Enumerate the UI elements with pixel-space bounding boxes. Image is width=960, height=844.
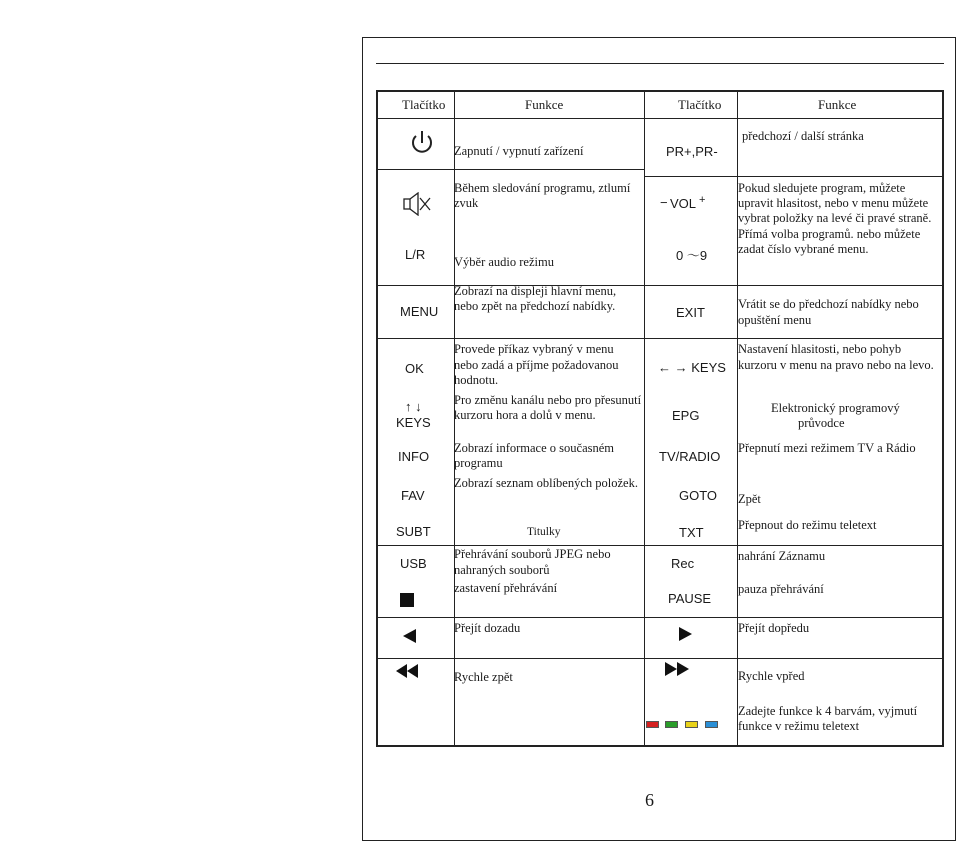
info-description-line-2: programu — [454, 456, 503, 470]
info-key: INFO — [398, 449, 430, 464]
subt-key: SUBT — [396, 524, 431, 539]
info-description-line-1: Zobrazí informace o současném — [454, 441, 615, 455]
up-down-key: KEYS — [396, 415, 431, 430]
lr-description: Výběr audio režimu — [454, 255, 554, 269]
blue-color-key — [705, 721, 718, 728]
back-icon — [403, 629, 417, 643]
row-divider — [378, 169, 645, 170]
column-divider — [644, 92, 645, 745]
number-description-line-2: zadat číslo vybrané menu. — [738, 242, 869, 256]
power-icon — [410, 130, 434, 156]
header-button-col-2: Tlačítko — [678, 97, 722, 112]
color-keys-description-line-1: Zadejte funkce k 4 barvám, vyjmutí — [738, 704, 918, 718]
pause-key: PAUSE — [668, 591, 712, 606]
vol-description-line-3: vybrat položky na levé či pravé straně. — [738, 211, 932, 225]
stop-description: zastavení přehrávání — [454, 581, 558, 595]
page-number: 6 — [645, 790, 654, 810]
rewind-description: Rychle zpět — [454, 670, 513, 684]
vol-plus-icon: + — [699, 194, 706, 206]
subt-description: Titulky — [527, 526, 561, 538]
row-divider — [645, 176, 942, 177]
stop-icon — [400, 593, 414, 607]
up-down-arrows: ↑ ↓ — [405, 399, 422, 414]
yellow-color-key — [685, 721, 698, 728]
mute-description-line-2: zvuk — [454, 196, 479, 210]
tv-radio-key: TV/RADIO — [659, 449, 721, 464]
exit-key: EXIT — [676, 305, 705, 320]
vol-minus-icon: − — [660, 195, 668, 210]
ok-description-line-3: hodnotu. — [454, 373, 499, 387]
menu-key: MENU — [400, 304, 439, 319]
row-divider — [378, 658, 942, 659]
up-down-description-line-2: kurzoru hora a dolů v menu. — [454, 408, 596, 422]
fav-key: FAV — [401, 488, 425, 503]
color-keys-description-line-2: funkce v režimu teletext — [738, 719, 860, 733]
exit-description-line-1: Vrátit se do předchozí nabídky nebo — [738, 297, 919, 311]
left-right-keys: ← → KEYS — [658, 360, 726, 375]
usb-description-line-1: Přehrávání souborů JPEG nebo — [454, 547, 611, 561]
fast-forward-icon — [665, 662, 689, 676]
header-function-col-1: Funkce — [525, 97, 564, 112]
mute-icon — [403, 192, 431, 216]
mute-description-line-1: Během sledování programu, ztlumí — [454, 181, 631, 195]
vol-description-line-2: upravit hlasitost, nebo v menu můžete — [738, 196, 929, 210]
row-divider — [378, 545, 942, 546]
epg-description-line-2: průvodce — [798, 416, 845, 430]
green-color-key — [665, 721, 678, 728]
ok-description-line-1: Provede příkaz vybraný v menu — [454, 342, 614, 356]
exit-description-line-2: opuštění menu — [738, 313, 812, 327]
top-rule — [376, 63, 944, 64]
usb-description-line-2: nahraných souborů — [454, 563, 550, 577]
row-divider — [378, 617, 942, 618]
txt-key: TXT — [679, 525, 704, 540]
fav-description: Zobrazí seznam oblíbených položek. — [454, 476, 638, 490]
txt-description: Přepnout do režimu teletext — [738, 518, 877, 532]
number-keys: 0 ～9 — [676, 248, 708, 263]
ok-key: OK — [405, 361, 424, 376]
menu-description-line-2: nebo zpět na předchozí nabídky. — [454, 299, 616, 313]
row-divider — [378, 338, 942, 339]
header-button-col-1: Tlačítko — [402, 97, 446, 112]
rec-description: nahrání Záznamu — [738, 549, 826, 563]
left-right-description-line-1: Nastavení hlasitosti, nebo pohyb — [738, 342, 902, 356]
pr-description: předchozí / další stránka — [742, 129, 864, 143]
ok-description-line-2: nebo zadá a příjme požadovanou — [454, 358, 619, 372]
header-function-col-2: Funkce — [818, 97, 857, 112]
goto-key: GOTO — [679, 488, 718, 503]
forward-icon — [679, 627, 693, 641]
tv-radio-description: Přepnutí mezi režimem TV a Rádio — [738, 441, 916, 455]
vol-key: VOL — [670, 196, 697, 211]
vol-description-line-1: Pokud sledujete program, můžete — [738, 181, 906, 195]
power-description: Zapnutí / vypnutí zařízení — [454, 144, 584, 158]
epg-key: EPG — [672, 408, 700, 423]
up-down-description-line-1: Pro změnu kanálu nebo pro přesunutí — [454, 393, 642, 407]
back-description: Přejít dozadu — [454, 621, 521, 635]
forward-description: Přejít dopředu — [738, 621, 810, 635]
rec-key: Rec — [671, 556, 695, 571]
rewind-icon — [396, 664, 418, 678]
left-right-description-line-2: kurzoru v menu na pravo nebo na levo. — [738, 358, 934, 372]
goto-description: Zpět — [738, 492, 761, 506]
pr-key: PR+,PR- — [666, 144, 718, 159]
fast-forward-description: Rychle vpřed — [738, 669, 805, 683]
epg-description-line-1: Elektronický programový — [771, 401, 900, 415]
pause-description: pauza přehrávání — [738, 582, 824, 596]
lr-key: L/R — [405, 247, 426, 262]
usb-key: USB — [400, 556, 427, 571]
menu-description-line-1: Zobrazí na displeji hlavní menu, — [454, 284, 617, 298]
header-divider — [378, 118, 942, 119]
red-color-key — [646, 721, 659, 728]
number-description-line-1: Přímá volba programů. nebo můžete — [738, 227, 921, 241]
